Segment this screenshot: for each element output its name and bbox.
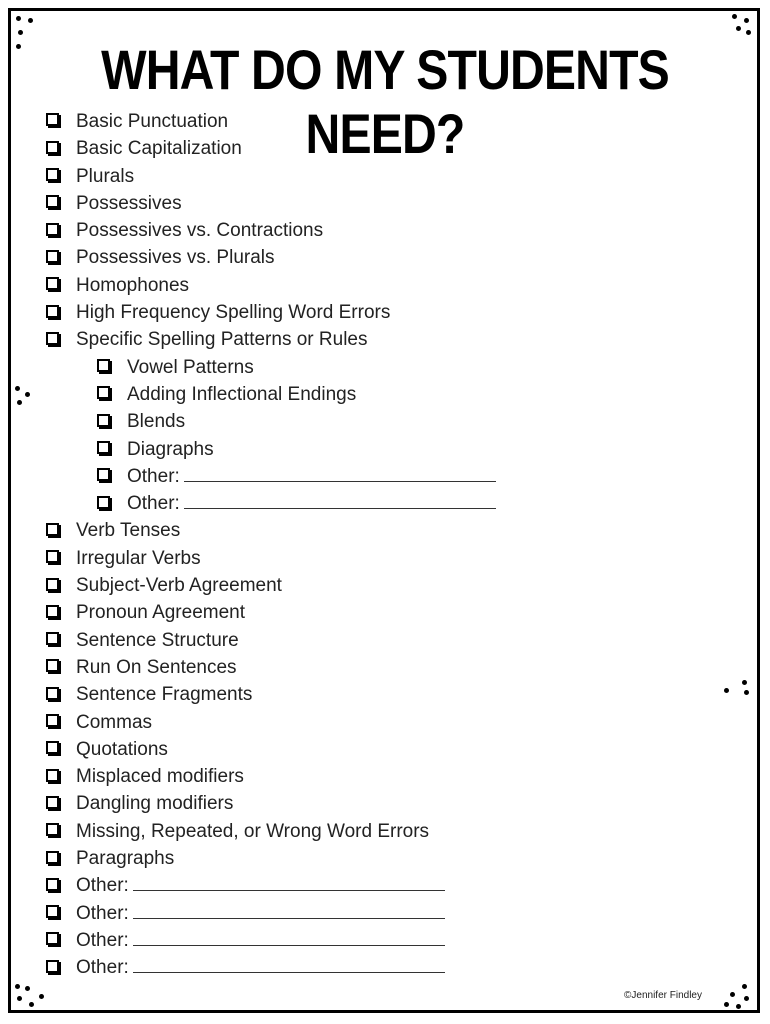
checklist xyxy=(46,108,496,982)
checklist-item xyxy=(46,108,496,135)
checkbox-icon[interactable] xyxy=(46,823,59,836)
checklist-item xyxy=(46,190,496,217)
checkbox-icon[interactable] xyxy=(46,632,59,645)
checkbox-icon[interactable] xyxy=(46,250,59,263)
checkbox-icon[interactable] xyxy=(97,414,110,427)
fill-in-blank-line[interactable] xyxy=(184,463,496,482)
checkbox-icon[interactable] xyxy=(46,168,59,181)
checkbox-icon[interactable] xyxy=(97,441,110,454)
checklist-item xyxy=(46,681,496,708)
checklist-item-label: Run On Sentences xyxy=(76,656,237,678)
checkbox-icon[interactable] xyxy=(46,905,59,918)
checklist-item-label: Adding Inflectional Endings xyxy=(127,383,357,405)
checklist-item-label: Sentence Fragments xyxy=(76,684,253,706)
checkbox-icon[interactable] xyxy=(46,741,59,754)
checkbox-icon[interactable] xyxy=(97,496,110,509)
checklist-item xyxy=(46,872,496,899)
fill-in-blank-line[interactable] xyxy=(133,927,445,946)
checklist-item-label: Other: xyxy=(127,465,180,487)
checkbox-icon[interactable] xyxy=(97,386,110,399)
checklist-item xyxy=(46,545,496,572)
checklist-item xyxy=(46,326,496,353)
checklist-subitem xyxy=(46,381,496,408)
checkbox-icon[interactable] xyxy=(46,659,59,672)
checkbox-icon[interactable] xyxy=(46,605,59,618)
checkbox-icon[interactable] xyxy=(46,932,59,945)
checklist-subitem xyxy=(46,490,496,517)
decorative-dots-top-left xyxy=(16,16,40,50)
checklist-item-label: Misplaced modifiers xyxy=(76,766,244,788)
checklist-item-label: Specific Spelling Patterns or Rules xyxy=(76,329,368,351)
checkbox-icon[interactable] xyxy=(46,714,59,727)
checklist-item-label: Other: xyxy=(127,493,180,515)
checklist-item xyxy=(46,572,496,599)
checklist-item-label: Other: xyxy=(76,875,129,897)
checkbox-icon[interactable] xyxy=(46,305,59,318)
checklist-item-label: Possessives xyxy=(76,192,182,214)
checklist-item-label: Other: xyxy=(76,957,129,979)
checklist-item-label: Possessives vs. Plurals xyxy=(76,247,275,269)
checklist-item xyxy=(46,790,496,817)
decorative-dots-right-middle xyxy=(724,680,752,700)
fill-in-blank-line[interactable] xyxy=(133,954,445,973)
checklist-item xyxy=(46,736,496,763)
checkbox-icon[interactable] xyxy=(46,332,59,345)
checklist-item-label: Plurals xyxy=(76,165,135,187)
fill-in-blank-line[interactable] xyxy=(133,900,445,919)
checkbox-icon[interactable] xyxy=(46,223,59,236)
copyright-credit: ©Jennifer Findley xyxy=(624,990,702,1001)
checklist-item xyxy=(46,818,496,845)
checklist-item-label: Irregular Verbs xyxy=(76,547,201,569)
checkbox-icon[interactable] xyxy=(46,851,59,864)
checkbox-icon[interactable] xyxy=(46,113,59,126)
checkbox-icon[interactable] xyxy=(46,277,59,290)
checklist-item xyxy=(46,900,496,927)
checkbox-icon[interactable] xyxy=(46,687,59,700)
checklist-item xyxy=(46,709,496,736)
fill-in-blank-line[interactable] xyxy=(184,490,496,509)
decorative-dots-left-middle xyxy=(15,386,33,410)
checklist-item xyxy=(46,272,496,299)
checklist-item xyxy=(46,845,496,872)
checklist-item-label: Dangling modifiers xyxy=(76,793,234,815)
checklist-item xyxy=(46,217,496,244)
checkbox-icon[interactable] xyxy=(97,468,110,481)
checklist-item-label: High Frequency Spelling Word Errors xyxy=(76,302,391,324)
checklist-item xyxy=(46,954,496,981)
checklist-item xyxy=(46,927,496,954)
checklist-item xyxy=(46,763,496,790)
page-title: WHAT DO MY STUDENTS NEED? xyxy=(101,38,669,165)
checklist-subitem xyxy=(46,408,496,435)
checkbox-icon[interactable] xyxy=(46,550,59,563)
checklist-item-label: Other: xyxy=(76,902,129,924)
checklist-item-label: Blends xyxy=(127,411,186,433)
decorative-dots-top-right xyxy=(728,14,754,38)
checklist-item-label: Subject-Verb Agreement xyxy=(76,575,282,597)
checklist-item-label: Diagraphs xyxy=(127,438,214,460)
fill-in-blank-line[interactable] xyxy=(133,872,445,891)
checkbox-icon[interactable] xyxy=(46,523,59,536)
checklist-item xyxy=(46,135,496,162)
checklist-item-label: Paragraphs xyxy=(76,848,175,870)
decorative-dots-bottom-left xyxy=(15,984,49,1008)
checkbox-icon[interactable] xyxy=(46,578,59,591)
checklist-item-label: Homophones xyxy=(76,274,190,296)
checklist-item-label: Pronoun Agreement xyxy=(76,602,246,624)
checklist-item-label: Verb Tenses xyxy=(76,520,181,542)
checklist-subitem xyxy=(46,463,496,490)
checklist-item-label: Other: xyxy=(76,929,129,951)
checklist-item-label: Commas xyxy=(76,711,153,733)
checkbox-icon[interactable] xyxy=(46,141,59,154)
checklist-item-label: Quotations xyxy=(76,738,168,760)
checklist-item xyxy=(46,627,496,654)
checkbox-icon[interactable] xyxy=(46,960,59,973)
checkbox-icon[interactable] xyxy=(46,878,59,891)
checklist-item xyxy=(46,299,496,326)
checklist-item-label: Missing, Repeated, or Wrong Word Errors xyxy=(76,820,430,842)
checkbox-icon[interactable] xyxy=(46,769,59,782)
checklist-item xyxy=(46,599,496,626)
checklist-item xyxy=(46,517,496,544)
checklist-item-label: Basic Punctuation xyxy=(76,111,229,132)
checklist-subitem xyxy=(46,354,496,381)
checklist-item-label: Possessives vs. Contractions xyxy=(76,220,324,242)
checklist-item xyxy=(46,244,496,271)
checklist-item xyxy=(46,654,496,681)
checklist-item xyxy=(46,163,496,190)
checklist-item-label: Sentence Structure xyxy=(76,629,239,651)
checkbox-icon[interactable] xyxy=(46,796,59,809)
checklist-item-label: Vowel Patterns xyxy=(127,356,254,378)
decorative-dots-bottom-right xyxy=(724,984,754,1010)
checklist-item-label: Basic Capitalization xyxy=(76,138,242,160)
checkbox-icon[interactable] xyxy=(97,359,110,372)
checklist-subitem xyxy=(46,436,496,463)
checkbox-icon[interactable] xyxy=(46,195,59,208)
